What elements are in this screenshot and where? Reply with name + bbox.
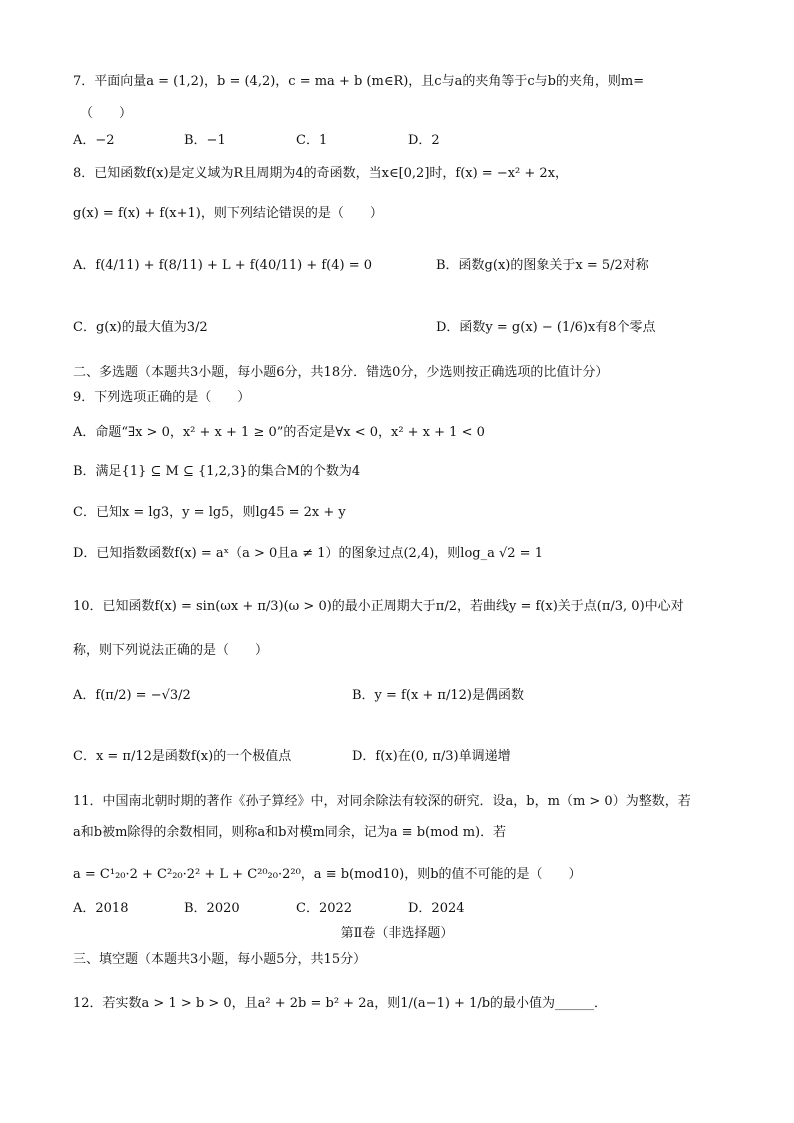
q11-option-b: B．2020	[184, 901, 240, 916]
section-fill-in-heading: 三、填空题（本题共3小题，每小题5分，共15分）	[73, 952, 367, 967]
q7-stem: 7．平面向量a = (1,2)，b = (4,2)，c = ma + b (m∈R)，且c与a的夹角等于c与b的夹角，则m=	[73, 74, 645, 89]
q9-option-c: C．已知x = lg3，y = lg5，则lg45 = 2x + y	[73, 505, 346, 520]
q10-option-c: C．x = π/12是函数f(x)的一个极值点	[73, 749, 292, 764]
q11-option-c: C．2022	[296, 901, 353, 916]
q8-option-b: B．函数g(x)的图象关于x = 5/2对称	[436, 258, 649, 273]
q7-option-b: B．−1	[184, 133, 226, 148]
q10-option-d: D．f(x)在(0, π/3)单调递增	[352, 749, 511, 764]
q11-stem-line2: a和b被m除得的余数相同，则称a和b对模m同余，记为a ≡ b(mod m)．若	[73, 825, 507, 840]
q8-option-a: A．f(4/11) + f(8/11) + L + f(40/11) + f(4) = 0	[73, 258, 373, 273]
q9-stem: 9．下列选项正确的是（ ）	[73, 390, 251, 405]
q7-option-a: A．−2	[73, 133, 115, 148]
q9-option-b: B．满足{1} ⊆ M ⊆ {1,2,3}的集合M的个数为4	[73, 464, 361, 479]
q9-option-a: A．命题“∃x > 0，x² + x + 1 ≥ 0”的否定是∀x < 0，x² + x + 1 < 0	[73, 425, 485, 440]
q11-stem-line3: a = C¹₂₀·2 + C²₂₀·2² + L + C²⁰₂₀·2²⁰，a ≡ b(mod10)，则b的值不可能的是（ ）	[73, 867, 582, 882]
q10-option-b: B．y = f(x + π/12)是偶函数	[352, 688, 524, 703]
q8-stem-line2: g(x) = f(x) + f(x+1)，则下列结论错误的是（ ）	[73, 206, 383, 221]
q7-option-d: D．2	[408, 133, 440, 148]
section-multiple-choice-heading: 二、多选题（本题共3小题，每小题6分，共18分．错选0分，少选则按正确选项的比值计分）	[73, 365, 609, 380]
q11-stem-line1: 11．中国南北朝时期的著作《孙子算经》中，对同余除法有较深的研究．设a，b，m（m > 0）为整数，若	[73, 794, 691, 809]
q12-stem: 12．若实数a > 1 > b > 0，且a² + 2b = b² + 2a，则1/(a−1) + 1/b的最小值为______．	[73, 996, 608, 1011]
q11-option-d: D．2024	[408, 901, 465, 916]
q11-option-a: A．2018	[73, 901, 129, 916]
q8-stem-line1: 8．已知函数f(x)是定义域为R且周期为4的奇函数，当x∈[0,2]时，f(x) = −x² + 2x，	[73, 166, 569, 181]
q7-answer-paren: （ ）	[80, 106, 133, 121]
q8-option-d: D．函数y = g(x) − (1/6)x有8个零点	[436, 320, 656, 335]
q10-stem-line1: 10．已知函数f(x) = sin(ωx + π/3)(ω > 0)的最小正周期大于π/2，若曲线y = f(x)关于点(π/3, 0)中心对	[73, 599, 684, 614]
q10-stem-line2: 称，则下列说法正确的是（ ）	[73, 643, 269, 658]
q7-option-c: C．1	[296, 133, 328, 148]
q9-option-d: D．已知指数函数f(x) = aˣ（a > 0且a ≠ 1）的图象过点(2,4)，则log_a √2 = 1	[73, 546, 543, 561]
q8-option-c: C．g(x)的最大值为3/2	[73, 320, 208, 335]
q10-option-a: A．f(π/2) = −√3/2	[73, 688, 191, 703]
part-two-heading: 第Ⅱ卷（非选择题）	[340, 926, 454, 941]
